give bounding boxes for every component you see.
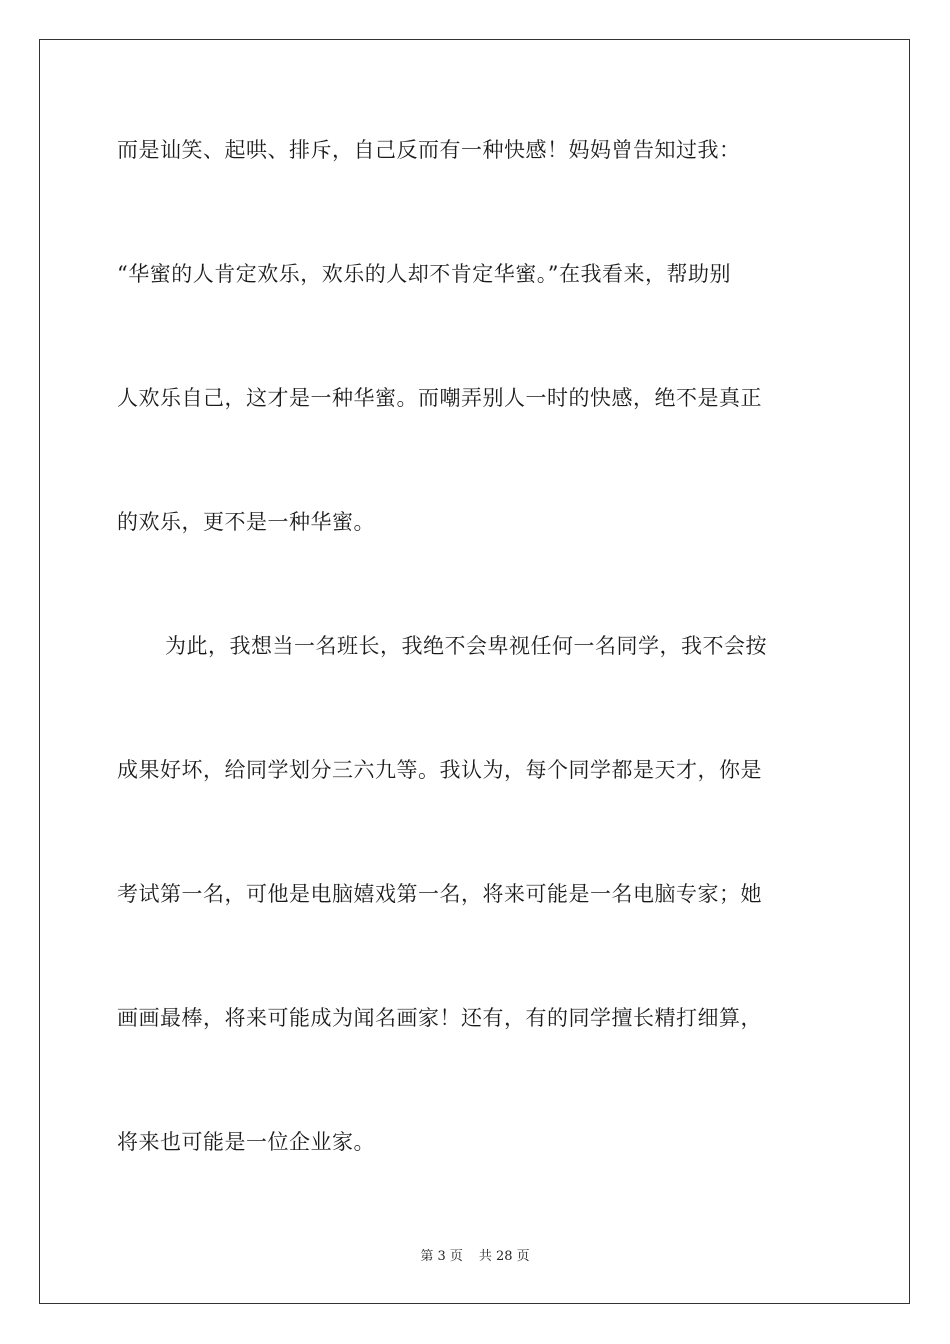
text-line: 画画最棒，将来可能成为闻名画家！还有，有的同学擅长精打细算， (117, 1006, 762, 1030)
page-number: 第 3 页 (420, 1249, 463, 1264)
page-footer (0, 1248, 950, 1266)
text-line: 考试第一名，可他是电脑嬉戏第一名，将来可能是一名电脑专家；她 (117, 882, 762, 906)
text-line: 的欢乐，更不是一种华蜜。 (117, 510, 375, 534)
text-line: “华蜜的人肯定欢乐，欢乐的人却不肯定华蜜。”在我看来，帮助别 (117, 262, 731, 286)
text-line: 将来也可能是一位企业家。 (117, 1130, 375, 1154)
text-line: 而是讪笑、起哄、排斥，自己反而有一种快感！妈妈曾告知过我： (117, 138, 741, 162)
paragraph-first-line: 为此，我想当一名班长，我绝不会卑视任何一名同学，我不会按 (165, 634, 767, 658)
page-total: 共 28 页 (478, 1249, 530, 1264)
text-line: 人欢乐自己，这才是一种华蜜。而嘲弄别人一时的快感，绝不是真正 (117, 386, 762, 410)
text-line: 成果好坏，给同学划分三六九等。我认为，每个同学都是天才，你是 (117, 758, 762, 782)
page-border (39, 39, 910, 1304)
